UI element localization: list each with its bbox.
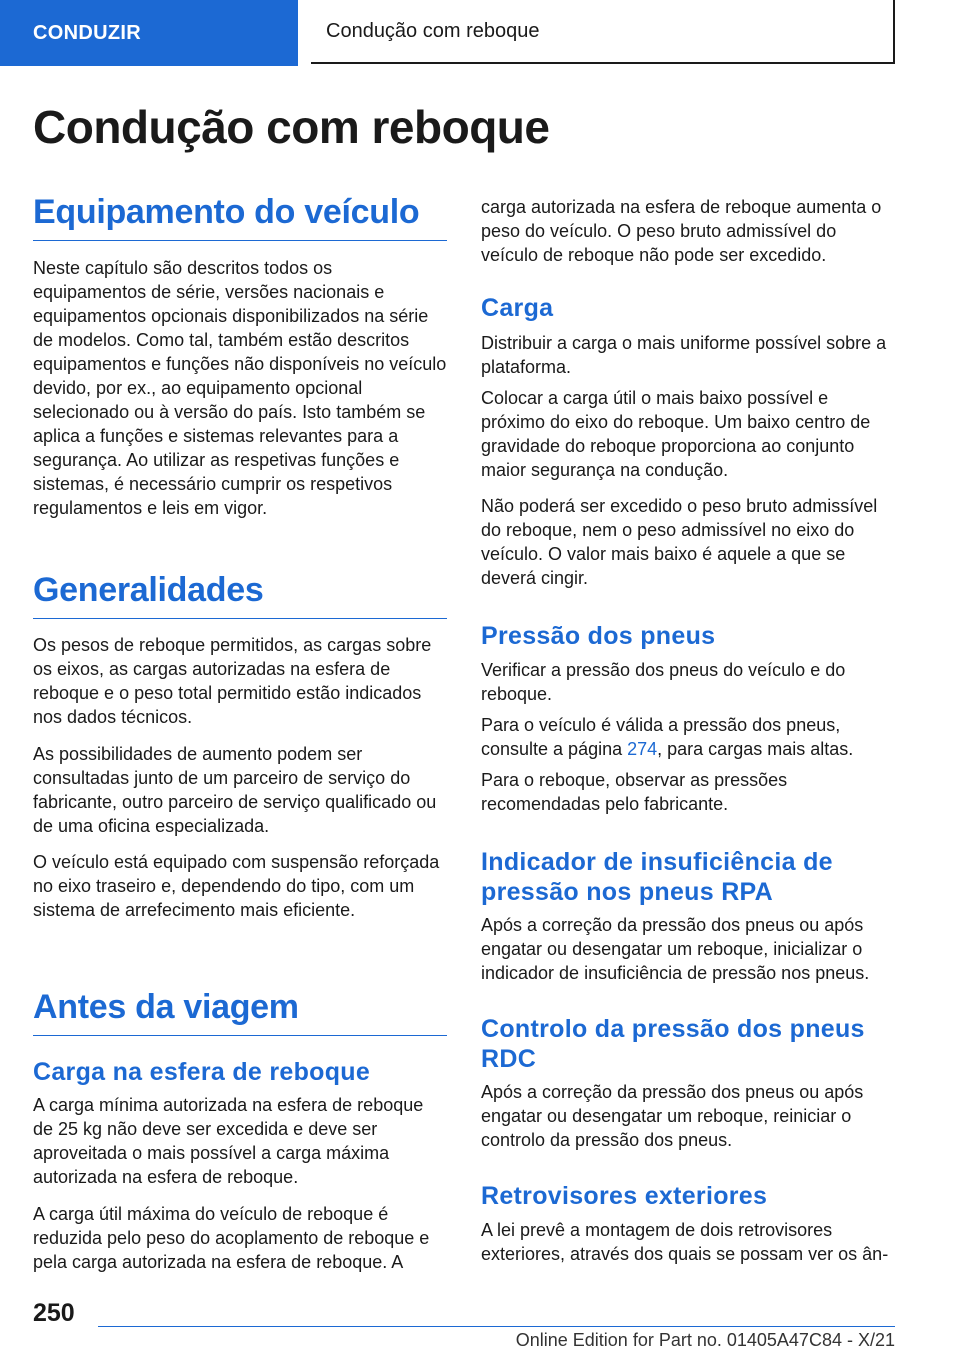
footer-divider: [98, 1326, 895, 1327]
paragraph: A carga mínima autorizada na esfera de reboque de 25 kg não deve ser excedida e deve ser aproveitada o mais possível a carga máxima autorizada na esfera de reboque.: [33, 1095, 424, 1187]
page-number: 250: [33, 1299, 75, 1327]
heading-rdc: Controlo da pressão dos pneus RDC: [481, 1015, 865, 1073]
paragraph-with-link: [481, 713, 895, 761]
paragraph: Verificar a pressão dos pneus do veículo e do reboque.: [481, 660, 846, 704]
paragraph: Os pesos de reboque permitidos, as cargas sobre os eixos, as cargas autorizadas na esfera de reboque e o peso total permitido estão indicados nos dados técnicos.: [33, 635, 432, 727]
paragraph: A lei prevê a montagem de dois retrovisores exteriores, através dos quais se possam ver os ân-: [481, 1220, 889, 1264]
paragraph: Colocar a carga útil o mais baixo possível e próximo do eixo do reboque. Um baixo centro de gravidade do reboque proporciona ao conjunto maior segurança na condução.: [481, 388, 871, 480]
heading-generalidades: Generalidades: [33, 571, 447, 619]
paragraph: Após a correção da pressão dos pneus ou após engatar ou desengatar um reboque, reiniciar o controlo da pressão dos pneus.: [481, 1082, 864, 1150]
heading-carga-esfera: Carga na esfera de reboque: [33, 1058, 371, 1086]
heading-equipamento: Equipamento do veículo: [33, 193, 447, 241]
page-title: Condução com reboque: [33, 101, 550, 153]
paragraph: Não poderá ser excedido o peso bruto admissível do reboque, nem o peso admissível no eixo do veículo. O valor mais baixo é aquele a que se deverá cingir.: [481, 496, 878, 588]
paragraph: As possibilidades de aumento podem ser consultadas junto de um parceiro de serviço do fabricante, outro parceiro de serviço qualificado ou de uma oficina especializada.: [33, 744, 437, 836]
paragraph: Após a correção da pressão dos pneus ou após engatar ou desengatar um reboque, inicializar o indicador de insuficiência de pressão nos pneus.: [481, 915, 870, 983]
chapter-tab: CONDUZIR: [0, 0, 298, 66]
heading-rpa: Indicador de insuficiência de pressão nos pneus RPA: [481, 848, 833, 906]
paragraph: Neste capítulo são descritos todos os equipamentos de série, versões nacionais e equipamentos opcionais disponibilizados na série de modelos. Como tal, também estão descritos equipamentos e funções não disponíveis no veículo devido, por ex., ao equipamento opcional selecionado ou à versão do país. Isto também se aplica a funções e sistemas relevantes para a segurança. Ao utilizar as respetivas funções e sistemas, é necessário cumprir os respetivos regulamentos e leis em vigor.: [33, 258, 447, 518]
edition-note: Online Edition for Part no. 01405A47C84 - X/21: [515, 1330, 895, 1350]
paragraph: A carga útil máxima do veículo de reboque é reduzida pelo peso do acoplamento de reboque e pela carga autorizada na esfera de reboque. A: [33, 1204, 430, 1272]
heading-pressao-pneus: Pressão dos pneus: [481, 622, 716, 650]
paragraph: carga autorizada na esfera de reboque aumenta o peso do veículo. O peso bruto admissível do veículo de reboque não pode ser excedido.: [481, 197, 882, 265]
text: , para cargas mais altas.: [657, 739, 854, 759]
paragraph: O veículo está equipado com suspensão reforçada no eixo traseiro e, dependendo do tipo, com um sistema de arrefecimento mais eficiente.: [33, 852, 440, 920]
text: Para o veículo é válida a pressão dos pneus, consulte a página: [481, 715, 841, 759]
heading-antes-da-viagem: Antes da viagem: [33, 988, 447, 1036]
page-link[interactable]: 274: [627, 739, 658, 759]
section-title: Condução com reboque: [311, 0, 895, 64]
page-header: [0, 0, 960, 66]
heading-retrovisores: Retrovisores exteriores: [481, 1182, 768, 1210]
paragraph: Distribuir a carga o mais uniforme possível sobre a plataforma.: [481, 333, 887, 377]
heading-carga: Carga: [481, 294, 554, 322]
paragraph: Para o reboque, observar as pressões recomendadas pelo fabricante.: [481, 770, 788, 814]
